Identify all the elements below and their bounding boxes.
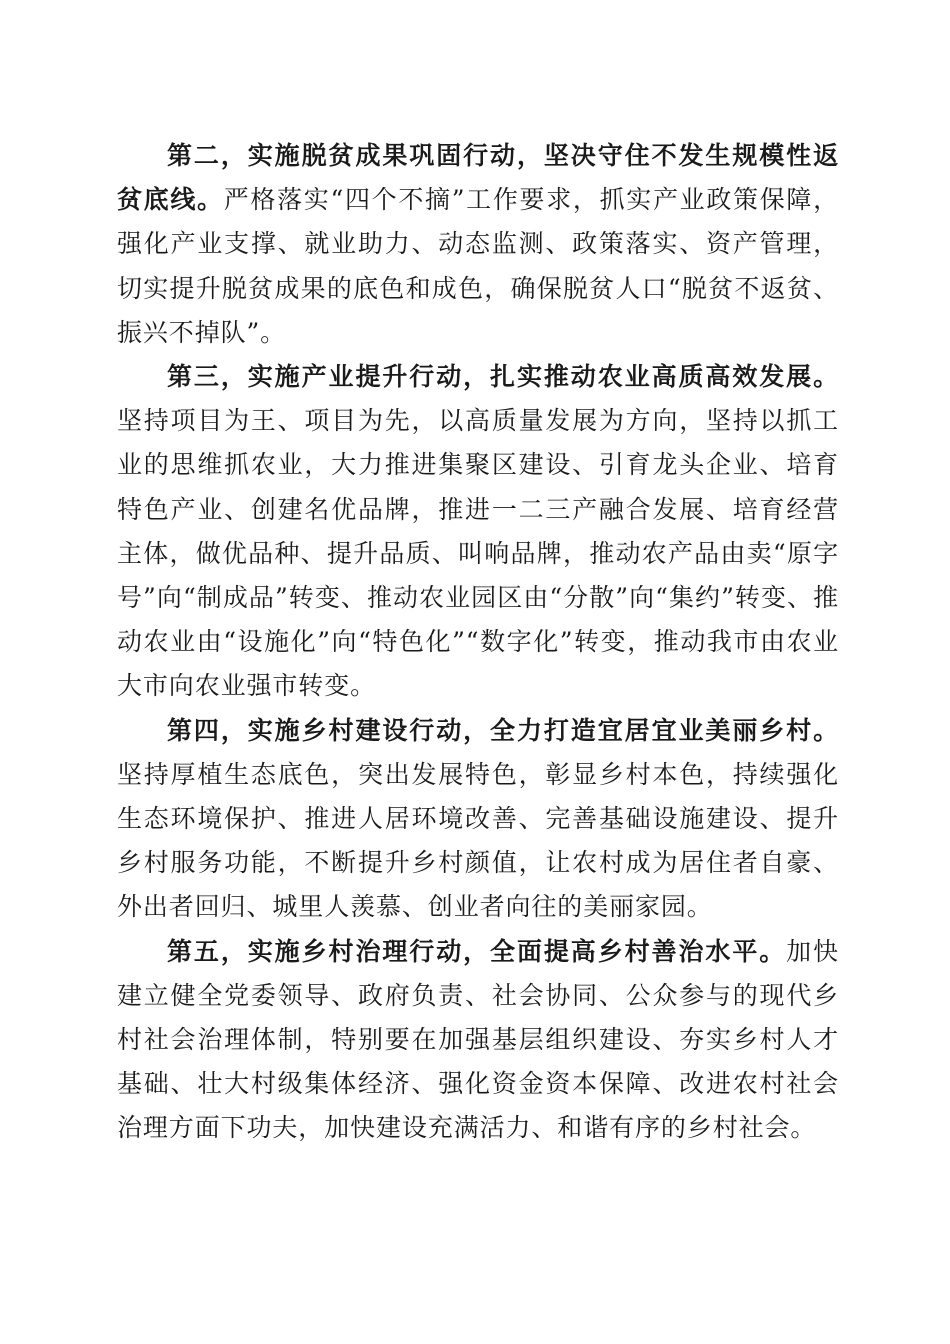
paragraph-heading: 第三，实施产业提升行动，扎实推动农业高质高效发展。	[167, 362, 839, 392]
paragraph-text: 坚持项目为王、项目为先，以高质量发展为方向，坚持以抓工业的思维抓农业，大力推进集聚区建设、引育龙头企业、培育特色产业、创建名优品牌，推进一二三产融合发展、培育经营主体，做优品种、提升品质、叫响品牌，推动农产品由卖“原字号”向“制成品”转变、推动农业园区由“分散”向“集约”转变、推动农业由“设施化”向“特色化”“数字化”转变，推动我市由农业大市向农业强市转变。	[117, 406, 839, 701]
document-body	[117, 134, 839, 1151]
paragraph-heading: 第四，实施乡村建设行动，全力打造宜居宜业美丽乡村。	[167, 715, 839, 745]
paragraph-text: 严格落实“四个不摘”工作要求，抓实产业政策保障，强化产业支撑、就业助力、动态监测、政策落实、资产管理，切实提升脱贫成果的底色和成色，确保脱贫人口“脱贫不返贫、振兴不掉队”。	[117, 185, 839, 347]
paragraph-text: 加快建立健全党委领导、政府负责、社会协同、公众参与的现代乡村社会治理体制，特别要在加强基层组织建设、夯实乡村人才基础、壮大村级集体经济、强化资金资本保障、改进农村社会治理方面下功夫，加快建设充满活力、和谐有序的乡村社会。	[117, 936, 839, 1143]
paragraph-heading: 第二，实施脱贫成果巩固行动，坚决守住不发生规模性返贫底线。	[117, 141, 839, 215]
paragraph-heading: 第五，实施乡村治理行动，全面提高乡村善治水平。	[167, 936, 787, 966]
paragraph-text: 坚持厚植生态底色，突出发展特色，彰显乡村本色，持续强化生态环境保护、推进人居环境改善、完善基础设施建设、提升乡村服务功能，不断提升乡村颜值，让农村成为居住者自豪、外出者回归、城里人羡慕、创业者向往的美丽家园。	[117, 759, 839, 922]
paragraph-rural-governance	[117, 930, 839, 1151]
paragraph-industry-upgrade	[117, 355, 839, 709]
paragraph-poverty-consolidation	[117, 134, 839, 355]
paragraph-rural-construction	[117, 709, 839, 930]
